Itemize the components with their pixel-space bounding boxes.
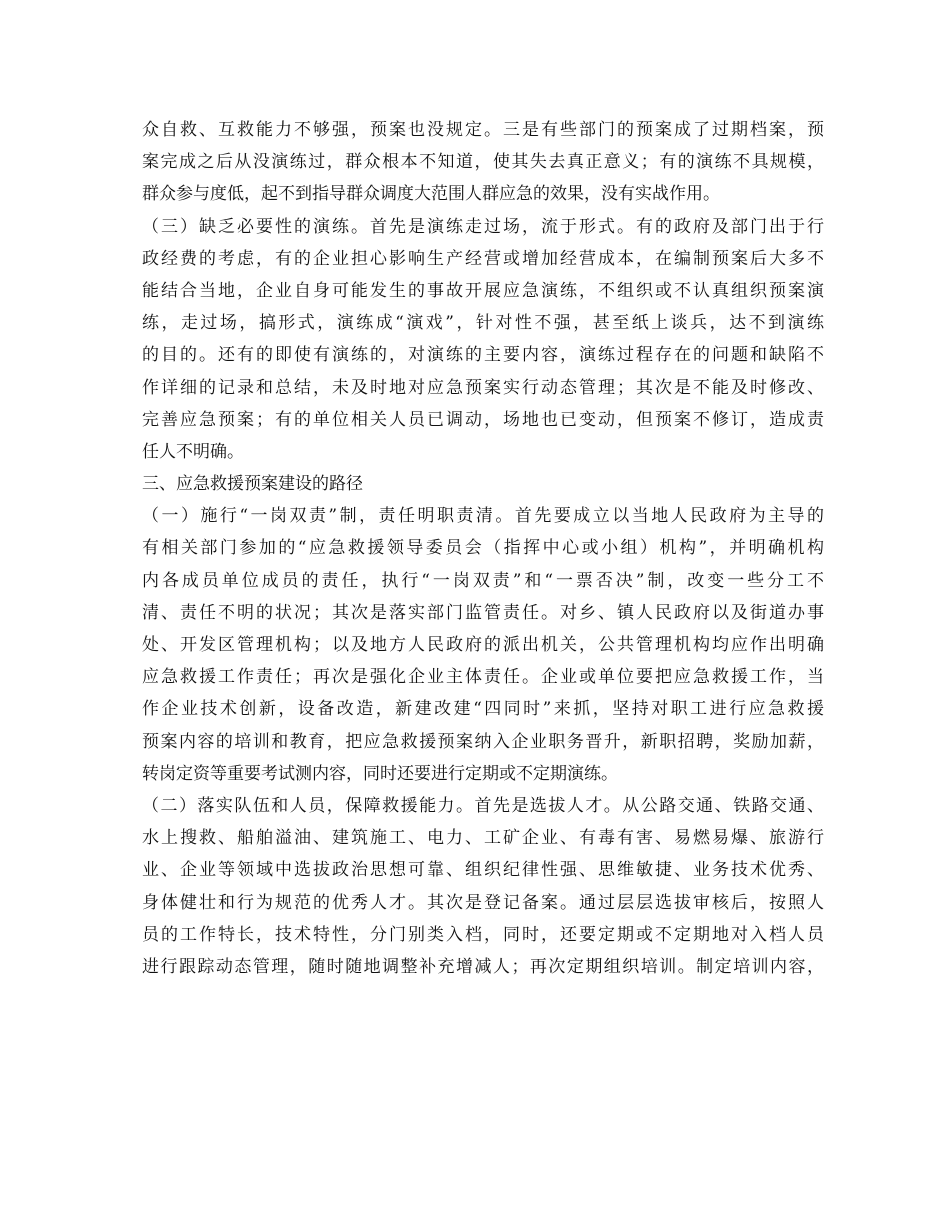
text-line: 有相关部门参加的“应急救援领导委员会（指挥中心或小组）机构”，并明确机构 <box>142 538 824 559</box>
text-line: 员的工作特长，技术特性，分门别类入档，同时，还要定期或不定期地对入档人员 <box>142 924 824 945</box>
text-line: 水上搜救、船舶溢油、建筑施工、电力、工矿企业、有毒有害、易燃易爆、旅游行 <box>142 828 824 849</box>
text-line: 作企业技术创新，设备改造，新建改建“四同时”来抓，坚持对职工进行应急救援 <box>142 699 824 720</box>
text-line: 群众参与度低，起不到指导群众调度大范围人群应急的效果，没有实战作用。 <box>142 184 720 205</box>
text-line: 转岗定资等重要考试测内容，同时还要进行定期或不定期演练。 <box>142 763 618 784</box>
text-line: （三）缺乏必要性的演练。首先是演练走过场，流于形式。有的政府及部门出于行 <box>142 216 824 237</box>
text-line: 应急救援工作责任；再次是强化企业主体责任。企业或单位要把应急救援工作，当 <box>142 667 824 688</box>
text-line: 清、责任不明的状况；其次是落实部门监管责任。对乡、镇人民政府以及街道办事 <box>142 602 824 623</box>
text-line: 任人不明确。 <box>142 441 244 462</box>
text-line: 处、开发区管理机构；以及地方人民政府的派出机关，公共管理机构均应作出明确 <box>142 635 824 655</box>
text-line: 作详细的记录和总结，未及时地对应急预案实行动态管理；其次是不能及时修改、 <box>142 377 824 398</box>
document-body <box>142 114 824 983</box>
text-line: 业、企业等领域中选拔政治思想可靠、组织纪律性强、思维敏捷、业务技术优秀、 <box>142 860 824 881</box>
text-line: 众自救、互救能力不够强，预案也没规定。三是有些部门的预案成了过期档案，预 <box>142 120 824 140</box>
text-line: 练，走过场，搞形式，演练成“演戏”，针对性不强，甚至纸上谈兵，达不到演练 <box>142 313 824 334</box>
text-line: （一）施行“一岗双责”制，责任明职责清。首先要成立以当地人民政府为主导的 <box>142 506 824 527</box>
text-line: 的目的。还有的即使有演练的，对演练的主要内容，演练过程存在的问题和缺陷不 <box>142 345 824 366</box>
text-line: 内各成员单位成员的责任，执行“一岗双责”和“一票否决”制，改变一些分工不 <box>142 570 824 591</box>
text-line: 案完成之后从没演练过，群众根本不知道，使其失去真正意义；有的演练不具规模， <box>142 152 824 173</box>
text-line: 政经费的考虑，有的企业担心影响生产经营或增加经营成本，在编制预案后大多不 <box>142 248 824 269</box>
text-line: 三、应急救援预案建设的路径 <box>142 474 363 495</box>
text-line: 完善应急预案；有的单位相关人员已调动，场地也已变动，但预案不修订，造成责 <box>142 409 824 430</box>
text-line: 预案内容的培训和教育，把应急救援预案纳入企业职务晋升，新职招聘，奖励加薪， <box>142 731 824 752</box>
text-line: 进行跟踪动态管理，随时随地调整补充增减人；再次定期组织培训。制定培训内容， <box>142 956 824 977</box>
text-line: 能结合当地，企业自身可能发生的事故开展应急演练，不组织或不认真组织预案演 <box>142 280 824 301</box>
text-line: （二）落实队伍和人员，保障救援能力。首先是选拔人才。从公路交通、铁路交通、 <box>142 795 824 816</box>
text-line: 身体健壮和行为规范的优秀人才。其次是登记备案。通过层层选拔审核后，按照人 <box>142 892 824 913</box>
